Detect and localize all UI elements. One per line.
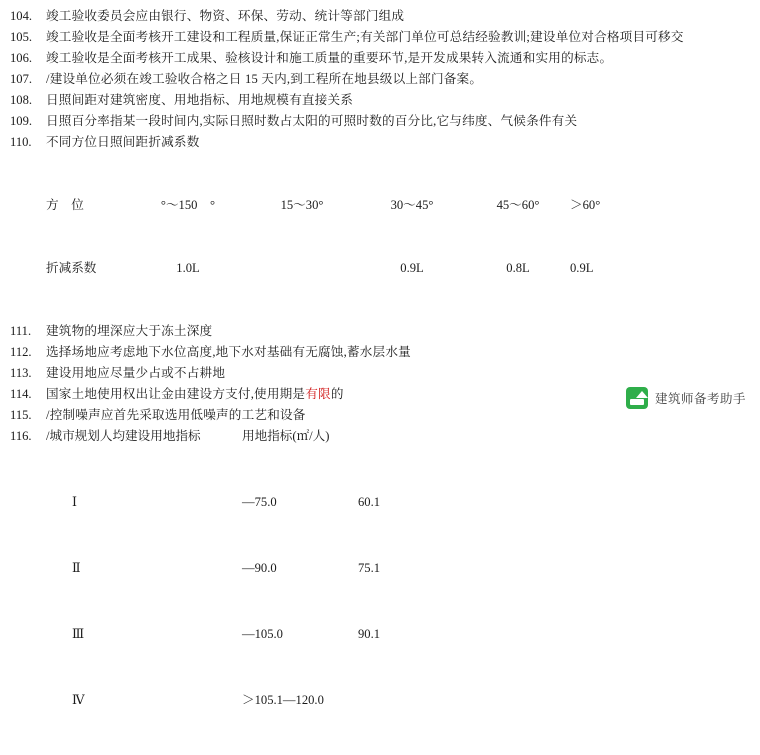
line-number: 106. (10, 51, 33, 65)
line-text: /控制噪声应首先采取选用低噪声的工艺和设备 (46, 408, 306, 422)
document-line (10, 6, 750, 27)
line-text: /建设单位必须在竣工验收合格之日 15 天内,到工程所在地县级以上部门备案。 (46, 72, 483, 86)
row-label: 方 位 (46, 198, 84, 212)
line-number: 104. (10, 9, 33, 23)
line-text: 建筑物的埋深应大于冻土深度 (46, 324, 213, 338)
line-number: 108. (10, 93, 33, 107)
line-number: 105. (10, 30, 33, 44)
table-row (46, 689, 750, 711)
line-text-suffix: 的 (330, 387, 344, 401)
line-text: 竣工验收是全面考核开工建设和工程质量,保证正常生产;有关部门单位可总结经验教训;建设单位对合格项目可移交 (46, 30, 684, 44)
table-row (46, 557, 750, 579)
document-line (10, 363, 750, 384)
watermark (626, 387, 746, 409)
document-line (10, 48, 750, 69)
orientation-coefficient-table (46, 153, 750, 321)
row-label: Ⅳ (72, 693, 85, 707)
line-number: 116. (10, 429, 32, 443)
document-line (10, 132, 750, 153)
line-text: 选择场地应考虑地下水位高度,地下水对基础有无腐蚀,蓄水层水量 (46, 345, 411, 359)
line-text: 日照百分率指某一段时间内,实际日照时数占太阳的可照时数的百分比,它与纬度、气候条件有关 (46, 114, 578, 128)
document-line (10, 111, 750, 132)
table-cell: 0.9L (570, 261, 594, 275)
table-cell: 75.1 (358, 561, 381, 575)
highlighted-term: 有限 (305, 387, 331, 401)
land-use-index-table (46, 447, 750, 755)
row-label: Ⅲ (72, 627, 85, 641)
line-number: 107. (10, 72, 33, 86)
row-label: 折减系数 (46, 261, 97, 275)
table-cell: 60.1 (358, 495, 381, 509)
line-number: 111. (10, 324, 32, 338)
document-line (10, 69, 750, 90)
watermark-label: 建筑师备考助手 (654, 392, 746, 406)
house-icon (626, 387, 648, 409)
document-line (10, 426, 750, 447)
document-line (10, 90, 750, 111)
line-number: 115. (10, 408, 32, 422)
line-text: 竣工验收委员会应由银行、物资、环保、劳动、统计等部门组成 (46, 9, 405, 23)
table-row (46, 258, 750, 279)
table-cell: —105.0 (242, 627, 283, 641)
table-cell: 90.1 (358, 627, 381, 641)
column-header: 30～45° (390, 198, 434, 212)
table-cell: 0.8L (506, 261, 530, 275)
row-label: Ⅰ (72, 495, 77, 509)
table-cell: 0.9L (400, 261, 424, 275)
table-cell: —75.0 (242, 495, 277, 509)
line-text: 日照间距对建筑密度、用地指标、用地规模有直接关系 (46, 93, 354, 107)
document-line (10, 27, 750, 48)
line-number: 113. (10, 366, 32, 380)
column-header: °～150 ° (160, 198, 216, 212)
column-header: 15～30° (280, 198, 324, 212)
document-line (10, 342, 750, 363)
line-text: 建设用地应尽量少占或不占耕地 (46, 366, 226, 380)
line-number: 110. (10, 135, 32, 149)
table-row (46, 195, 750, 216)
table-row (46, 491, 750, 513)
table-cell: ＞105.1—120.0 (242, 693, 324, 707)
line-text-prefix: 国家土地使用权出让金由建设方支付,使用期是 (46, 387, 306, 401)
table-cell (246, 258, 358, 279)
column-header: 45～60° (496, 198, 540, 212)
table-header: 用地指标(㎡/人) (242, 429, 330, 443)
table-cell: —90.0 (242, 561, 277, 575)
line-text: 不同方位日照间距折减系数 (46, 135, 200, 149)
line-number: 114. (10, 387, 32, 401)
row-label: Ⅱ (72, 561, 81, 575)
column-header: ＞60° (570, 198, 601, 212)
document-line (10, 321, 750, 342)
table-cell (358, 689, 458, 711)
line-text: /城市规划人均建设用地指标 (46, 429, 201, 443)
table-row (46, 623, 750, 645)
table-cell: 1.0L (176, 261, 200, 275)
line-number: 112. (10, 345, 32, 359)
line-number: 109. (10, 114, 33, 128)
line-text: 竣工验收是全面考核开工成果、验核设计和施工质量的重要环节,是开发成果转入流通和实用的标志。 (46, 51, 613, 65)
